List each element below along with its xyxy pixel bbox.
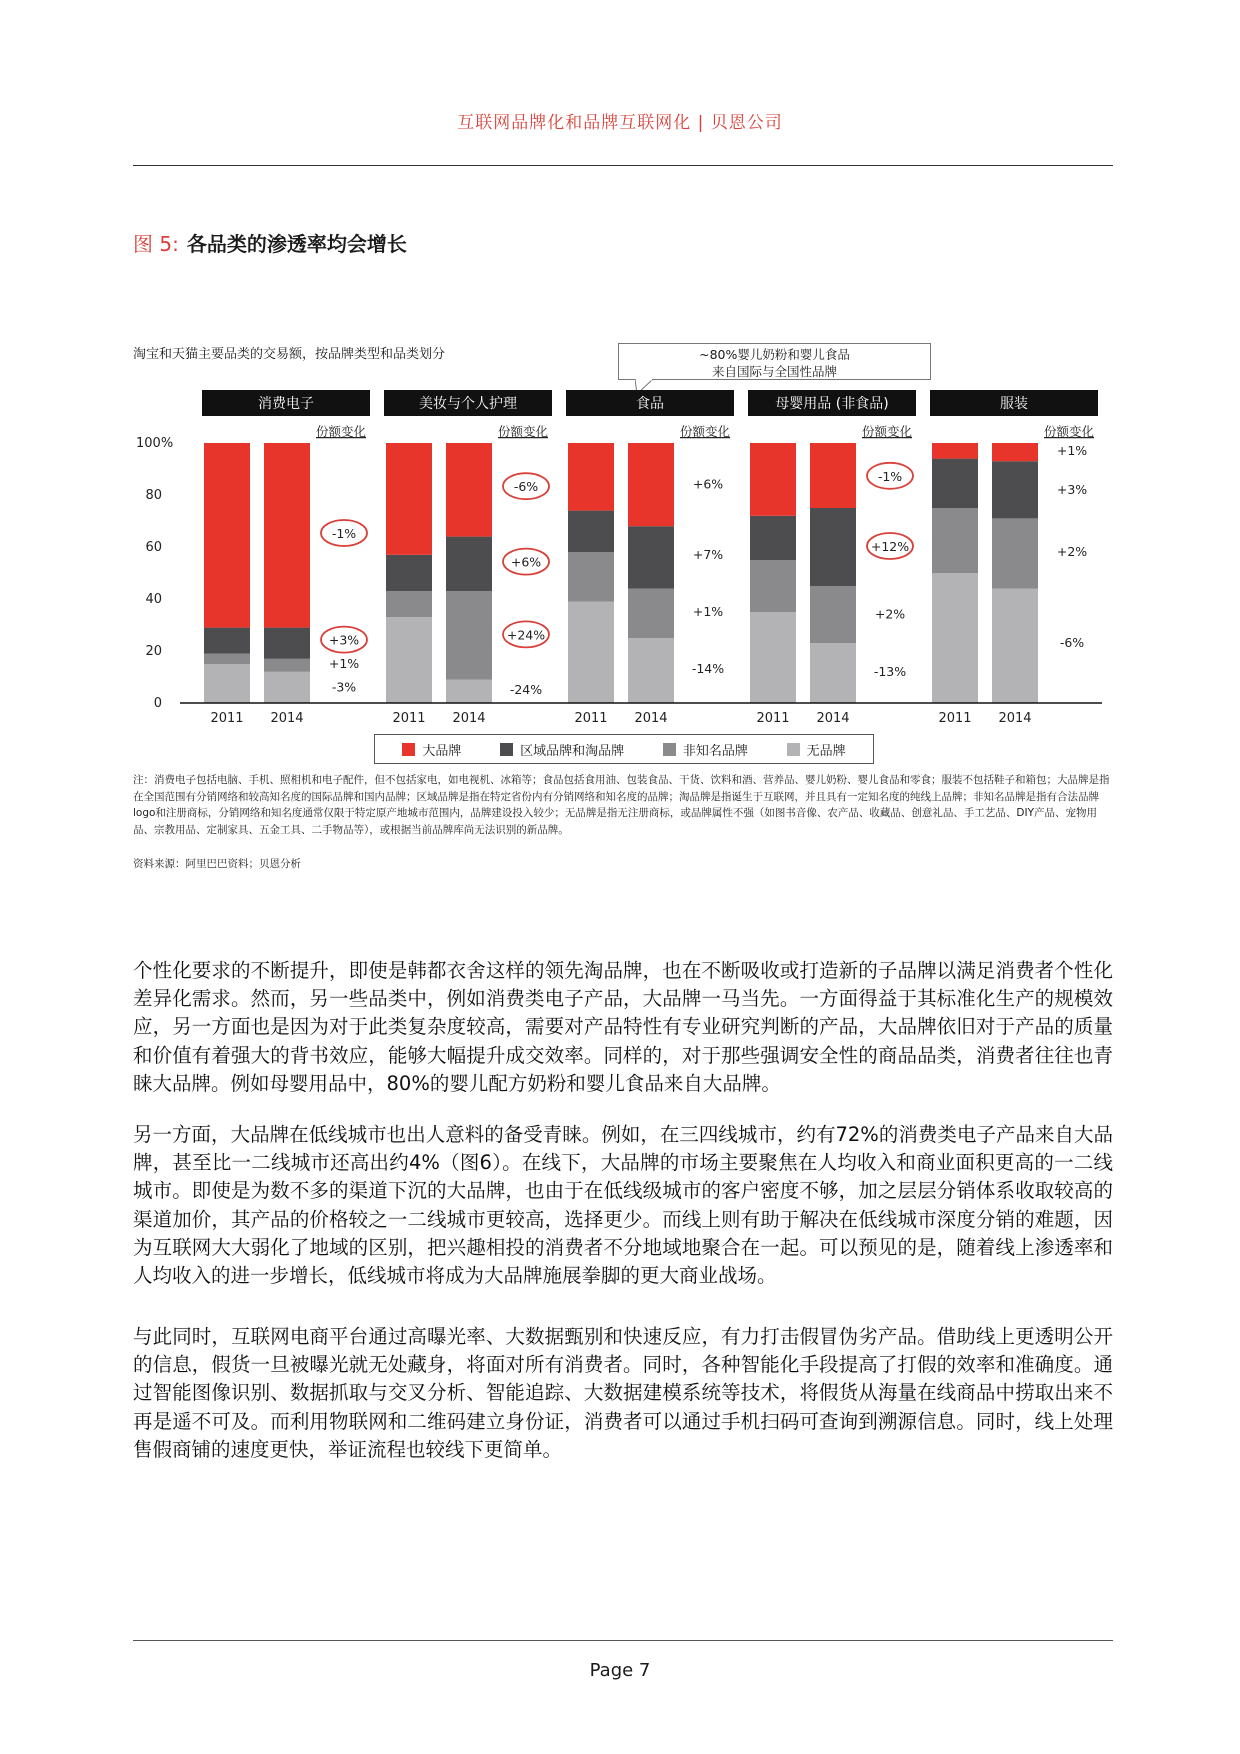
bar-segment <box>568 602 614 703</box>
share-change-value: +2% <box>1056 544 1088 560</box>
bar-segment <box>264 672 310 703</box>
bar-segment <box>204 443 250 628</box>
share-change-value: +3% <box>328 632 360 648</box>
bar-segment <box>932 443 978 459</box>
share-change-value: -3% <box>331 679 357 695</box>
callout-line2: 来自国际与全国性品牌 <box>711 364 837 379</box>
share-change-value: +6% <box>510 554 542 570</box>
bar-segment <box>992 589 1038 703</box>
header-rule <box>133 165 1113 166</box>
share-change-label: 份额变化 <box>497 424 548 439</box>
share-change-value: -24% <box>509 682 543 697</box>
bar-segment <box>446 680 492 703</box>
y-tick-label: 40 <box>145 592 162 607</box>
bar-segment <box>932 508 978 573</box>
bar-segment <box>204 664 250 703</box>
bar-segment <box>386 617 432 703</box>
bar-segment <box>204 654 250 664</box>
category-header-label: 消费电子 <box>258 396 314 412</box>
bar-segment <box>628 526 674 588</box>
share-change-value: +3% <box>1056 481 1088 497</box>
bar-segment <box>750 612 796 703</box>
bar-segment <box>992 461 1038 518</box>
body-paragraph-2: 另一方面，大品牌在低线城市也出人意料的备受青睐。例如，在三四线城市，约有72%的消费类电子产品来自大品牌，甚至比一二线城市还高出约4%（图6）。在线下，大品牌的市场主要聚焦在人均收入和商业面积更高的一二线城市。即使是为数不多的渠道下沉的大品牌，也由于在低线级城市的客户密度不够，加之层层分销体系收取较高的渠道加价，其产品的价格较之一二线城市更较高，选择更少。而线上则有助于解决在低线城市深度分销的难题，因为互联网大大弱化了地域的区别，把兴趣相投的消费者不分地域地聚合在一起。可以预见的是，随着线上渗透率和人均收入的进一步增长，低线城市将成为大品牌施展拳脚的更大商业战场。 <box>133 1123 1113 1288</box>
chart-subtitle: 淘宝和天猫主要品类的交易额，按品牌类型和品类划分 <box>133 347 446 362</box>
bar-segment <box>628 638 674 703</box>
share-change-value: +1% <box>328 656 360 671</box>
category-header-label: 美妆与个人护理 <box>419 396 517 412</box>
x-tick-label: 2014 <box>998 711 1032 726</box>
x-tick-label: 2011 <box>392 711 426 726</box>
share-change-value: +1% <box>1056 442 1088 458</box>
x-tick-label: 2014 <box>634 711 668 726</box>
legend-item-regional-brand: 区域品牌和淘品牌 <box>500 740 624 759</box>
y-tick-label: 0 <box>153 696 162 711</box>
bar-segment <box>628 443 674 526</box>
x-tick-label: 2011 <box>756 711 790 726</box>
legend-item-no-brand: 无品牌 <box>787 740 846 759</box>
bar-segment <box>204 628 250 654</box>
chart-source: 资料来源：阿里巴巴资料；贝恩分析 <box>133 858 301 870</box>
bar-segment <box>810 443 856 508</box>
chart-legend <box>374 734 874 764</box>
header-title: 互联网品牌化和品牌互联网化 | 贝恩公司 <box>457 113 783 133</box>
share-change-label: 份额变化 <box>315 424 366 439</box>
share-change-value: -6% <box>513 479 539 495</box>
bar-segment <box>750 516 796 560</box>
bar-segment <box>992 518 1038 588</box>
body-paragraph-3: 与此同时，互联网电商平台通过高曝光率、大数据甄别和快速反应，有力打击假冒伪劣产品。借助线上更透明公开的信息，假货一旦被曝光就无处藏身，将面对所有消费者。同时，各种智能化手段提高了打假的效率和准确度。通过智能图像识别、数据抓取与交叉分析、智能追踪、大数据建模系统等技术，将假货从海量在线商品中捞取出来不再是遥不可及。而利用物联网和二维码建立身份证，消费者可以通过手机扫码可查询到溯源信息。同时，线上处理售假商铺的速度更快，举证流程也较线下更简单。 <box>133 1325 1113 1461</box>
bar-segment <box>932 459 978 508</box>
bar-segment <box>568 511 614 553</box>
y-tick-label: 80 <box>145 488 162 503</box>
bar-segment <box>264 443 310 628</box>
body-paragraph-1: 个性化要求的不断提升，即使是韩都衣舍这样的领先淘品牌，也在不断吸收或打造新的子品牌以满足消费者个性化差异化需求。然而，另一些品类中，例如消费类电子产品，大品牌一马当先。一方面得益于其标准化生产的规模效应，另一方面也是因为对于此类复杂度较高，需要对产品特性有专业研究判断的产品，大品牌依旧对于产品的质量和价值有着强大的背书效应，能够大幅提升成交效率。同样的，对于那些强调安全性的商品品类，消费者往往也青睐大品牌。例如母婴用品中，80%的婴儿配方奶粉和婴儿食品来自大品牌。 <box>133 959 1113 1095</box>
callout-box <box>618 343 931 380</box>
share-change-value: +12% <box>870 539 910 554</box>
bar-segment <box>264 628 310 659</box>
bar-segment <box>446 537 492 592</box>
figure-title <box>133 228 407 257</box>
chart-note: 注：消费电子包括电脑、手机、照相机和电子配件，但不包括家电，如电视机、冰箱等；食品包括食用油、包装食品、干货、饮料和酒、营养品、婴儿奶粉、婴儿食品和零食；服装不包括鞋子和箱包；大品牌是指在全国范围有分销网络和较高知名度的国际品牌和国内品牌；区域品牌是指在特定省份内有分销网络和知名度的品牌；淘品牌是指诞生于互联网，并且具有一定知名度的纯线上品牌；非知名品牌是指有合法品牌logo和注册商标，分销网络和知名度通常仅限于特定原产地城市范围内，品牌建设投入较少；无品牌是指无注册商标，或品牌属性不强（如图书音像、农产品、收藏品、创意礼品、手工艺品、DIY产品、宠物用品、宗教用品、定制家具、五金工具、二手物品等），或根据当前品牌库尚无法识别的新品牌。 <box>133 774 1110 836</box>
share-change-value: +1% <box>692 604 724 619</box>
figure-title-text: 各品类的渗透率均会增长 <box>186 232 407 256</box>
share-change-value: +2% <box>874 606 906 622</box>
figure-label: 图 5: <box>133 232 179 256</box>
bar-segment <box>750 560 796 612</box>
share-change-value: +6% <box>692 476 724 492</box>
share-change-label: 份额变化 <box>679 424 730 439</box>
x-tick-label: 2011 <box>938 711 972 726</box>
share-change-value: -13% <box>873 663 907 679</box>
bar-segment <box>750 443 796 516</box>
y-tick-label: 20 <box>145 644 162 659</box>
bar-segment <box>446 443 492 537</box>
bar-segment <box>568 552 614 601</box>
legend-item-major-brand: 大品牌 <box>402 740 461 759</box>
legend-swatch <box>663 743 676 756</box>
category-header-label: 服装 <box>1000 396 1028 412</box>
bar-segment <box>810 586 856 643</box>
bar-segment <box>992 443 1038 461</box>
legend-swatch <box>402 743 415 756</box>
bar-segment <box>446 591 492 679</box>
x-tick-label: 2014 <box>816 711 850 726</box>
share-change-value: -1% <box>877 468 903 484</box>
bar-segment <box>810 643 856 703</box>
legend-item-unknown-brand: 非知名品牌 <box>663 740 748 759</box>
stacked-bar-chart <box>120 390 1120 730</box>
share-change-value: -14% <box>691 661 725 677</box>
y-tick-label: 60 <box>145 540 162 555</box>
bar-segment <box>568 443 614 511</box>
callout-line1: ~80%婴儿奶粉和婴儿食品 <box>699 347 850 362</box>
share-change-value: -1% <box>331 526 357 541</box>
bar-segment <box>932 573 978 703</box>
share-change-label: 份额变化 <box>861 424 912 439</box>
footer-rule <box>133 1640 1113 1641</box>
x-tick-label: 2011 <box>210 711 244 726</box>
share-change-value: -6% <box>1059 635 1085 651</box>
page-number: Page 7 <box>589 1660 651 1681</box>
x-tick-label: 2014 <box>452 711 486 726</box>
bar-segment <box>386 443 432 555</box>
share-change-value: +24% <box>506 627 546 643</box>
category-header-label: 食品 <box>636 396 664 412</box>
share-change-label: 份额变化 <box>1043 424 1094 439</box>
share-change-value: +7% <box>692 546 724 562</box>
x-tick-label: 2011 <box>574 711 608 726</box>
bar-segment <box>810 508 856 586</box>
bar-segment <box>386 555 432 591</box>
category-header-label: 母婴用品 (非食品) <box>775 396 889 412</box>
y-tick-label: 100% <box>136 436 174 451</box>
legend-swatch <box>500 743 513 756</box>
bar-segment <box>264 659 310 672</box>
bar-segment <box>628 589 674 638</box>
legend-swatch <box>787 743 800 756</box>
x-tick-label: 2014 <box>270 711 304 726</box>
bar-segment <box>386 591 432 617</box>
